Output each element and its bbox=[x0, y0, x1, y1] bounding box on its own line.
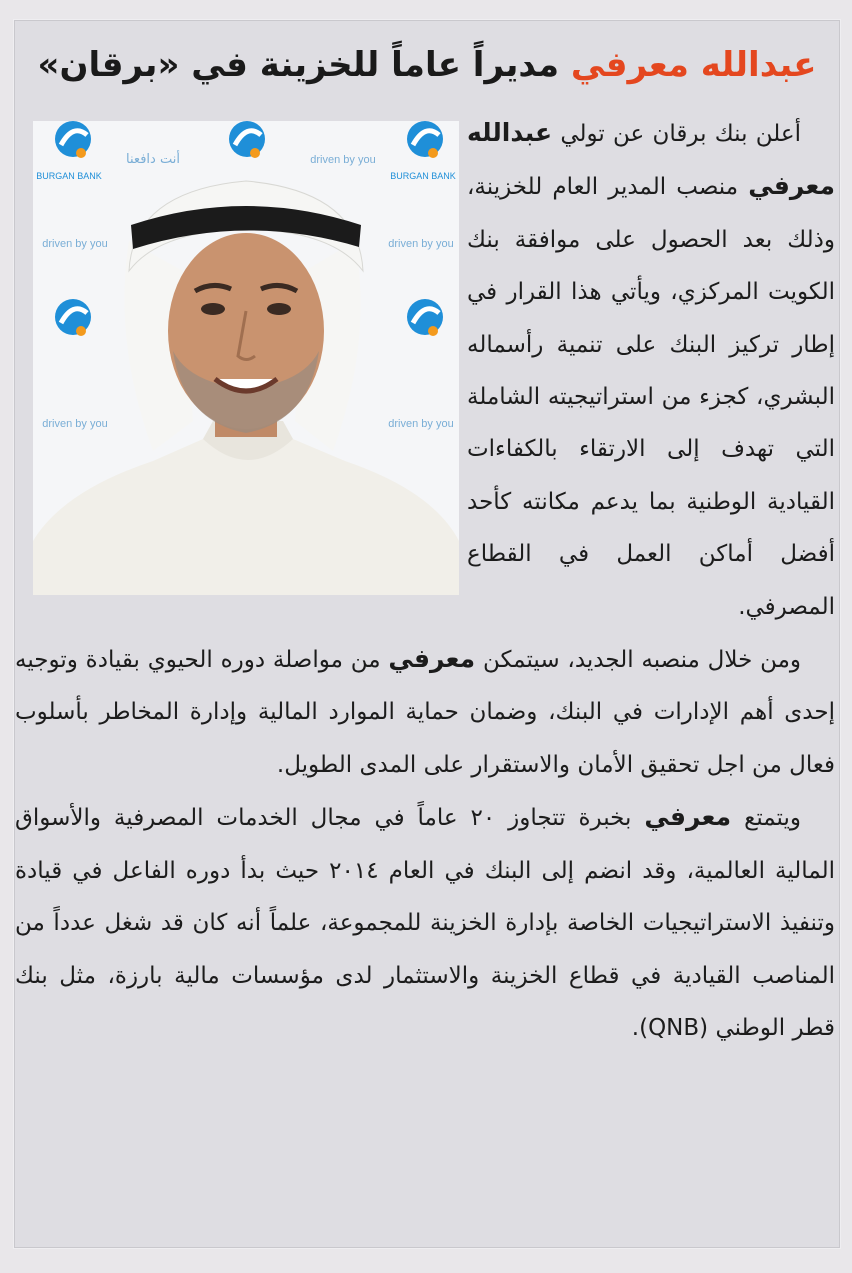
backdrop-slogan: driven by you bbox=[388, 238, 454, 250]
paragraph-1-before: أعلن بنك برقان عن تولي bbox=[560, 121, 801, 147]
paragraph-3-after: بخبرة تتجاوز ٢٠ عاماً في مجال الخدمات المصرفية والأسواق المالية العالمية، وقد انضم إلى البنك في العام ٢٠١٤ حيث بدأ دوره الفاعل في قيادة وتنفيذ الاستراتيجيات الخاصة بإدارة الخزينة للمجموعة، علماً أنه كان قد شغل عدداً من المناصب القيادية في قطاع الخزينة والاستثمار لدى مؤسسات مالية بارزة، مثل بنك قطر الوطني (QNB). bbox=[15, 805, 836, 1041]
paragraph-1-after: منصب المدير العام للخزينة، وذلك بعد الحصول على موافقة بنك الكويت المركزي، ويأتي هذا القرار في إطار تركيز البنك على تنمية رأسماله البشري، كجزء من استراتيجيته الشاملة التي تهدف إلى الارتقاء بالكفاءات القيادية الوطنية بما يدعم مكانته كأحد أفضل أماكن العمل في القطاع المصرفي. bbox=[467, 174, 835, 620]
paragraph-2-after: من مواصلة دوره الحيوي بقيادة وتوجيه إحدى أهم الإدارات في البنك، وضمان حماية الموارد المالية وإدارة المخاطر بأسلوب فعال من اجل تحقيق الأمان والاستقرار على المدى الطويل. bbox=[15, 647, 835, 778]
headline-rest: مديراً عاماً للخزينة في «برقان» bbox=[37, 45, 560, 85]
paragraph-2 bbox=[15, 633, 835, 791]
article-body bbox=[15, 107, 835, 1054]
backdrop-slogan: driven by you bbox=[388, 418, 454, 430]
backdrop-slogan: driven by you bbox=[310, 154, 376, 166]
backdrop-slogan-ar: أنت دافعنا bbox=[126, 152, 180, 167]
paragraph-2-name: معرفي bbox=[388, 644, 476, 674]
backdrop-brand: BURGAN BANK bbox=[390, 171, 456, 181]
backdrop-slogan: driven by you bbox=[42, 418, 108, 430]
backdrop-brand: BURGAN BANK bbox=[36, 171, 102, 181]
headline bbox=[15, 35, 839, 95]
article-clipping bbox=[14, 20, 840, 1248]
paragraph-3-before: ويتمتع bbox=[744, 805, 802, 832]
paragraph-3-name: معرفي bbox=[644, 802, 732, 832]
backdrop-slogan: driven by you bbox=[42, 238, 108, 250]
headline-name: عبدالله معرفي bbox=[570, 45, 817, 85]
paragraph-2-before: ومن خلال منصبه الجديد، سيتمكن bbox=[482, 647, 802, 674]
paragraph-3 bbox=[15, 791, 835, 1054]
photo-wrap-space bbox=[15, 107, 467, 633]
paragraph-1-name: عبدالله معرفي bbox=[467, 118, 835, 201]
